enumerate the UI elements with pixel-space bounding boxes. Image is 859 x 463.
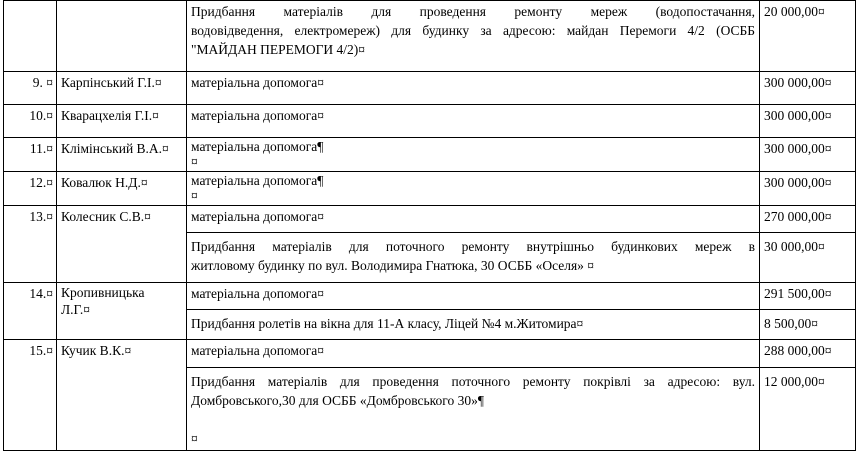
row-number — [4, 1, 57, 72]
table-row — [4, 138, 856, 172]
purpose-description: матеріальна допомога¶ ¤ — [187, 172, 760, 206]
row-number: 12.¤ — [4, 172, 57, 206]
row-number: 14.¤ — [4, 283, 57, 340]
amount: 300 000,00¤ — [760, 172, 856, 206]
row-number: 11.¤ — [4, 138, 57, 172]
amount: 8 500,00¤ — [760, 310, 856, 340]
recipient-name: Карпінський Г.І.¤ — [57, 72, 187, 105]
purpose-description: матеріальна допомога¤ — [187, 340, 760, 368]
table-row — [4, 172, 856, 206]
allocation-table — [3, 0, 856, 451]
recipient-name: Кропивницька Л.Г.¤ — [57, 283, 187, 340]
amount: 291 500,00¤ — [760, 283, 856, 310]
purpose-description: матеріальна допомога¤ — [187, 105, 760, 138]
purpose-description: Придбання матеріалів для проведення ремонту мереж (водопостачання, водовідведення, електромереж) для будинку за адресою: майдан Перемоги 4/2 (ОСББ "МАЙДАН ПЕРЕМОГИ 4/2)¤ — [187, 1, 760, 72]
purpose-description: Придбання ролетів на вікна для 11-А класу, Ліцей №4 м.Житомира¤ — [187, 310, 760, 340]
recipient-name — [57, 1, 187, 72]
table-row — [4, 72, 856, 105]
recipient-name: Кварацхелія Г.І.¤ — [57, 105, 187, 138]
purpose-description: Придбання матеріалів для проведення поточного ремонту покрівлі за адресою: вул. Домбровського,30 для ОСББ «Домбровського 30»¶ ¤ — [187, 368, 760, 451]
recipient-name: Ковалюк Н.Д.¤ — [57, 172, 187, 206]
amount: 300 000,00¤ — [760, 138, 856, 172]
amount: 270 000,00¤ — [760, 206, 856, 233]
table-row — [4, 206, 856, 233]
amount: 288 000,00¤ — [760, 340, 856, 368]
recipient-name: Колесник С.В.¤ — [57, 206, 187, 283]
row-number: 9. ¤ — [4, 72, 57, 105]
row-number: 13.¤ — [4, 206, 57, 283]
purpose-description: матеріальна допомога¤ — [187, 206, 760, 233]
amount: 20 000,00¤ — [760, 1, 856, 72]
purpose-description: Придбання матеріалів для поточного ремонту внутрішньо будинкових мереж в житловому будинку по вул. Володимира Гнатюка, 30 ОСББ «Оселя» ¤ — [187, 233, 760, 283]
row-number: 10.¤ — [4, 105, 57, 138]
recipient-name: Клімінський В.А.¤ — [57, 138, 187, 172]
purpose-description: матеріальна допомога¤ — [187, 283, 760, 310]
table-row — [4, 283, 856, 310]
purpose-description: матеріальна допомога¤ — [187, 72, 760, 105]
row-number: 15.¤ — [4, 340, 57, 451]
table-row — [4, 1, 856, 72]
table-row — [4, 105, 856, 138]
amount: 300 000,00¤ — [760, 105, 856, 138]
amount: 30 000,00¤ — [760, 233, 856, 283]
purpose-description: матеріальна допомога¶ ¤ — [187, 138, 760, 172]
table-row — [4, 340, 856, 368]
amount: 300 000,00¤ — [760, 72, 856, 105]
amount: 12 000,00¤ — [760, 368, 856, 451]
recipient-name: Кучик В.К.¤ — [57, 340, 187, 451]
